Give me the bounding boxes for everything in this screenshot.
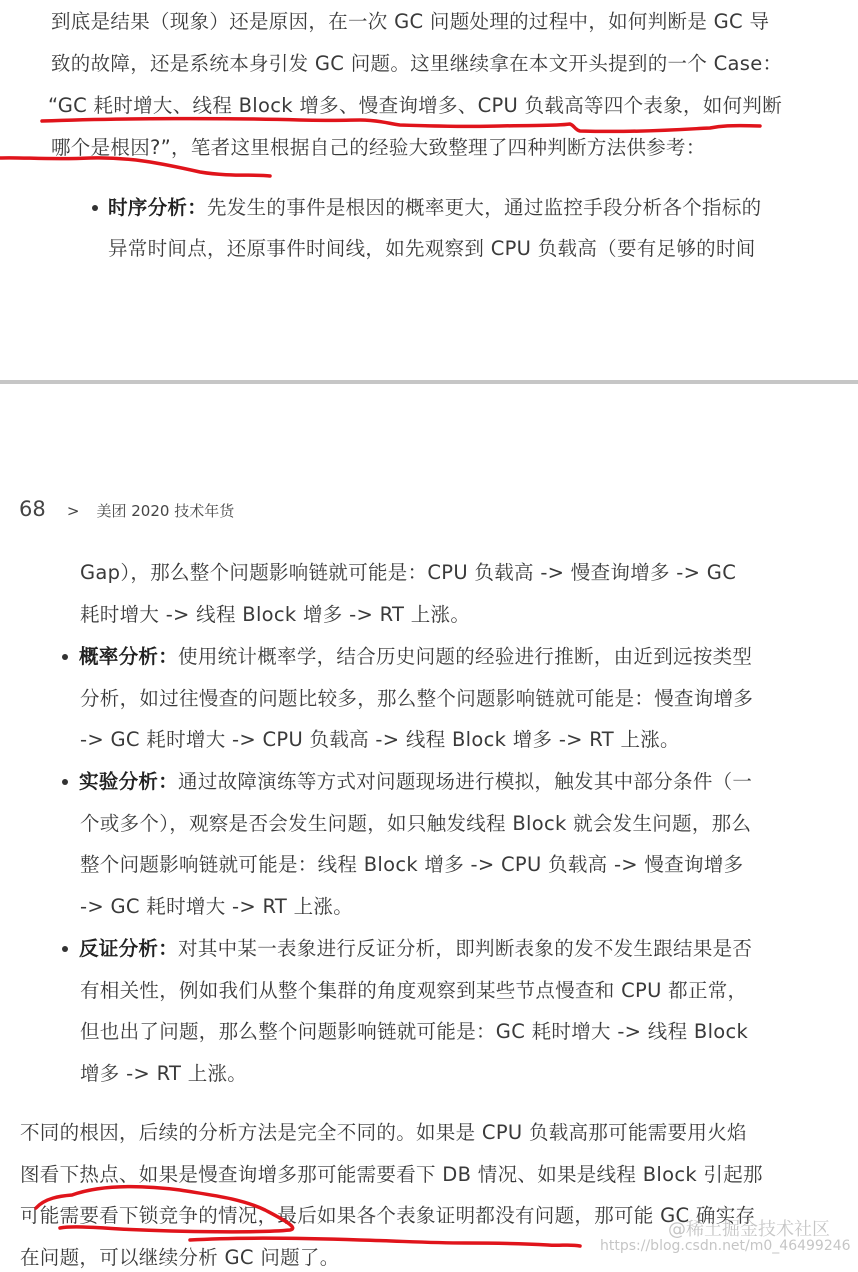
book-title: 美团 2020 技术年货 (96, 502, 235, 520)
page-number: 68 (19, 497, 46, 521)
bullet-text-line: 异常时间点，还原事件时间线，如先观察到 CPU 负载高（要有足够的时间 (108, 237, 756, 260)
bullet-dot-icon (62, 946, 68, 952)
paragraph-line: 不同的根因，后续的分析方法是完全不同的。如果是 CPU 负载高那可能需要用火焰 (20, 1121, 747, 1144)
bullet-item-counterproof (79, 935, 752, 963)
bullet-text: 通过故障演练等方式对问题现场进行模拟，触发其中部分条件（一 (178, 770, 753, 793)
paragraph-line: 在问题，可以继续分析 GC 问题了。 (20, 1246, 340, 1269)
breadcrumb-separator: > (66, 502, 80, 520)
paragraph-line: 可能需要看下锁竞争的情况，最后如果各个表象证明都没有问题，那可能 GC 确实存 (20, 1204, 756, 1227)
bullet-dot-icon (62, 779, 68, 785)
bullet-text-line: -> GC 耗时增大 -> CPU 负载高 -> 线程 Block 增多 -> RT 上涨。 (80, 728, 680, 751)
bullet-text-line: -> GC 耗时增大 -> RT 上涨。 (80, 895, 354, 918)
bullet-item-experiment (79, 768, 752, 796)
bullet-title: 时序分析： (108, 196, 208, 219)
bullet-title: 反证分析： (79, 937, 179, 960)
bullet-text-line: 分析，如过往慢查的问题比较多，那么整个问题影响链就可能是：慢查询增多 (80, 687, 754, 710)
page-separator (0, 380, 858, 384)
continuation-line: Gap），那么整个问题影响链就可能是：CPU 负载高 -> 慢查询增多 -> GC (80, 561, 737, 584)
paragraph-line: 哪个是根因?”，笔者这里根据自己的经验大致整理了四种判断方法供参考： (51, 136, 706, 159)
bullet-text: 对其中某一表象进行反证分析，即判断表象的发不发生跟结果是否 (178, 937, 753, 960)
paragraph-line-quote: “GC 耗时增大、线程 Block 增多、慢查询增多、CPU 负载高等四个表象，如何判断 (48, 94, 783, 117)
bullet-title: 实验分析： (79, 770, 179, 793)
continuation-line: 耗时增大 -> 线程 Block 增多 -> RT 上涨。 (80, 603, 471, 626)
bullet-item-probability (79, 643, 752, 671)
bullet-text-line: 增多 -> RT 上涨。 (80, 1062, 248, 1085)
paragraph-line: 到底是结果（现象）还是原因，在一次 GC 问题处理的过程中，如何判断是 GC 导 (51, 10, 770, 33)
bullet-text: 先发生的事件是根因的概率更大，通过监控手段分析各个指标的 (207, 196, 762, 219)
page-header (19, 497, 234, 521)
bullet-text-line: 有相关性，例如我们从整个集群的角度观察到某些节点慢查和 CPU 都正常， (80, 979, 748, 1002)
bullet-text-line: 个或多个），观察是否会发生问题，如只触发线程 Block 就会发生问题，那么 (80, 812, 752, 835)
bullet-text-line: 整个问题影响链就可能是：线程 Block 增多 -> CPU 负载高 -> 慢查询增多 (80, 853, 744, 876)
bullet-title: 概率分析： (79, 645, 179, 668)
watermark-site: @稀土掘金技术社区 (668, 1219, 830, 1240)
bullet-text: 使用统计概率学，结合历史问题的经验进行推断，由近到远按类型 (178, 645, 753, 668)
bullet-dot-icon (92, 205, 98, 211)
underline-stroke (42, 119, 760, 132)
paragraph-line: 致的故障，还是系统本身引发 GC 问题。这里继续拿在本文开头提到的一个 Case： (51, 52, 783, 75)
bullet-item-timing (108, 194, 761, 222)
paragraph-line: 图看下热点、如果是慢查询增多那可能需要看下 DB 情况、如果是线程 Block 引起那 (20, 1163, 763, 1186)
bullet-dot-icon (62, 654, 68, 660)
watermark-url: https://blog.csdn.net/m0_46499246 (600, 1238, 851, 1254)
bullet-text-line: 但也出了问题，那么整个问题影响链就可能是：GC 耗时增大 -> 线程 Block (80, 1020, 749, 1043)
